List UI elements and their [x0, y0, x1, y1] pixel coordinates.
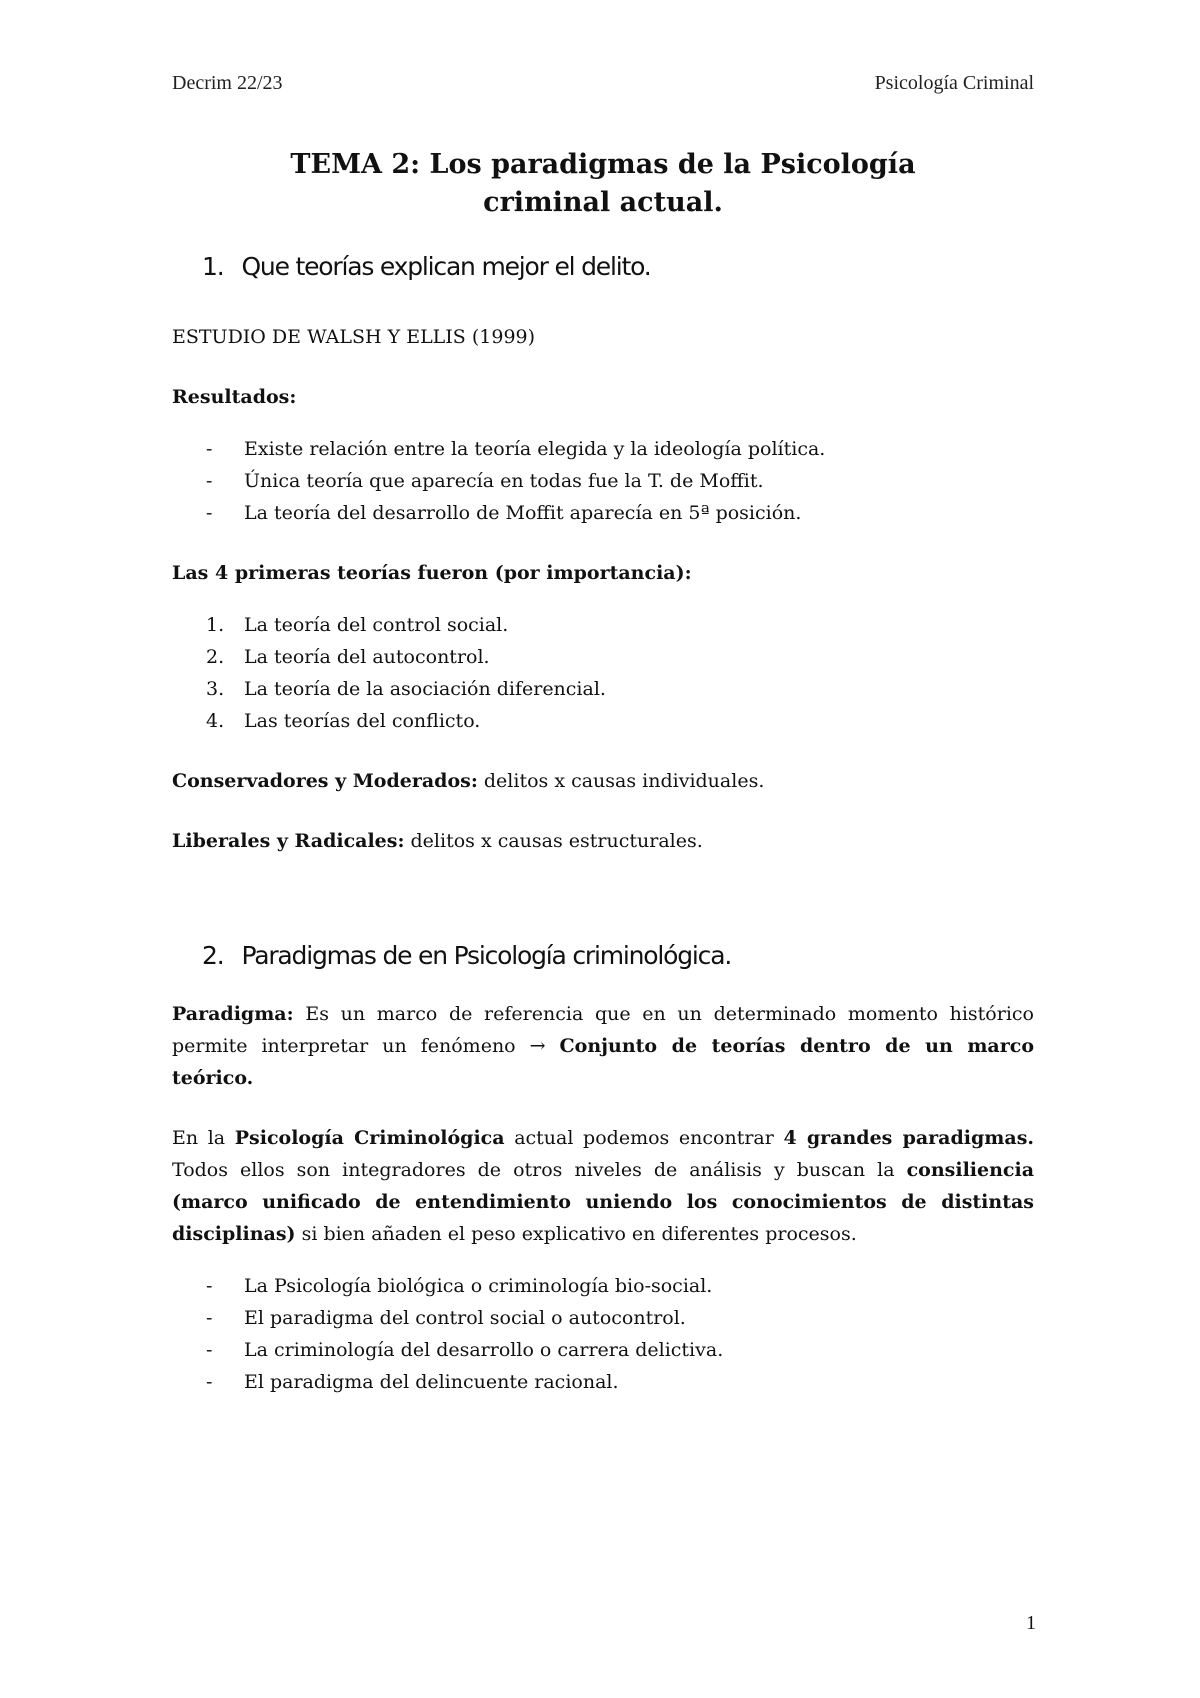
list-item-text: La teoría del control social. — [244, 614, 509, 636]
list-item — [172, 641, 1034, 673]
header-course: Decrim 22/23 — [172, 72, 283, 94]
bullet-marker: - — [206, 502, 213, 524]
section-2-number: 2. — [202, 941, 224, 970]
bullet-marker: - — [206, 438, 213, 460]
list-item — [172, 465, 1034, 497]
list-item-text: El paradigma del control social o autocontrol. — [244, 1307, 686, 1329]
document-title: TEMA 2: Los paradigmas de la Psicología criminal actual. — [290, 149, 916, 218]
bullet-marker: - — [206, 1275, 213, 1297]
intro-text: actual podemos encontrar — [504, 1127, 784, 1149]
list-item — [172, 609, 1034, 641]
section-1-title: Que teorías explican mejor el delito. — [241, 252, 651, 281]
top-theories-list — [172, 609, 1034, 737]
page-content — [172, 146, 1034, 1398]
section-1-number: 1. — [202, 252, 224, 281]
results-label: Resultados: — [172, 386, 297, 408]
paradigms-intro — [172, 1122, 1034, 1250]
list-number: 4. — [206, 710, 225, 732]
top-theories-label: Las 4 primeras teorías fueron (por importancia): — [172, 562, 692, 584]
conservadores-text: delitos x causas individuales. — [477, 770, 765, 792]
section-2-title: Paradigmas de en Psicología criminológica. — [241, 941, 732, 970]
list-item-text: El paradigma del delincuente racional. — [244, 1371, 619, 1393]
list-item-text: La Psicología biológica o criminología bio-social. — [244, 1275, 713, 1297]
intro-emphasis: 4 grandes paradigmas. — [783, 1127, 1034, 1149]
list-item-text: Las teorías del conflicto. — [244, 710, 481, 732]
list-item — [172, 497, 1034, 529]
header-subject: Psicología Criminal — [874, 72, 1034, 94]
list-item — [172, 1334, 1034, 1366]
page-number: 1 — [1026, 1612, 1036, 1634]
bullet-marker: - — [206, 1339, 213, 1361]
conservadores-paragraph — [172, 765, 1034, 797]
list-item-text: La teoría del autocontrol. — [244, 646, 490, 668]
bullet-marker: - — [206, 1371, 213, 1393]
conservadores-label: Conservadores y Moderados: — [172, 770, 478, 792]
list-item-text: Existe relación entre la teoría elegida y la ideología política. — [244, 438, 826, 460]
paradigm-definition — [172, 998, 1034, 1094]
list-number: 3. — [206, 678, 225, 700]
list-item-text: La teoría de la asociación diferencial. — [244, 678, 606, 700]
section-2-heading — [202, 941, 1034, 970]
list-item-text: La teoría del desarrollo de Moffit aparecía en 5ª posición. — [244, 502, 802, 524]
intro-text: Todos ellos son integradores de otros niveles de análisis y buscan la — [172, 1159, 907, 1181]
definition-text: Es un marco de referencia que en un determinado momento histórico permite interpretar un fenómeno → — [172, 1003, 1034, 1057]
page-header — [172, 72, 1034, 95]
paradigms-list — [172, 1270, 1034, 1398]
intro-emphasis: Psicología Criminológica — [234, 1127, 505, 1149]
list-item — [172, 433, 1034, 465]
results-list — [172, 433, 1034, 529]
list-item — [172, 673, 1034, 705]
intro-text: si bien añaden el peso explicativo en diferentes procesos. — [295, 1223, 857, 1245]
liberales-text: delitos x causas estructurales. — [404, 830, 703, 852]
list-number: 1. — [206, 614, 225, 636]
list-number: 2. — [206, 646, 225, 668]
section-1-heading — [202, 252, 1034, 281]
definition-label: Paradigma: — [172, 1003, 294, 1025]
study-title: ESTUDIO DE WALSH Y ELLIS (1999) — [172, 326, 536, 348]
list-item — [172, 1366, 1034, 1398]
list-item-text: Única teoría que aparecía en todas fue la T. de Moffit. — [244, 470, 764, 492]
bullet-marker: - — [206, 470, 213, 492]
liberales-label: Liberales y Radicales: — [172, 830, 405, 852]
list-item-text: La criminología del desarrollo o carrera delictiva. — [244, 1339, 724, 1361]
definition-emphasis: Conjunto de teorías dentro de un marco teórico. — [172, 1035, 1034, 1089]
intro-text: En la — [172, 1127, 235, 1149]
intro-emphasis: consiliencia (marco unificado de entendimiento uniendo los conocimientos de distintas disciplinas) — [172, 1159, 1034, 1245]
list-item — [172, 705, 1034, 737]
list-item — [172, 1270, 1034, 1302]
liberales-paragraph — [172, 825, 1034, 857]
bullet-marker: - — [206, 1307, 213, 1329]
list-item — [172, 1302, 1034, 1334]
